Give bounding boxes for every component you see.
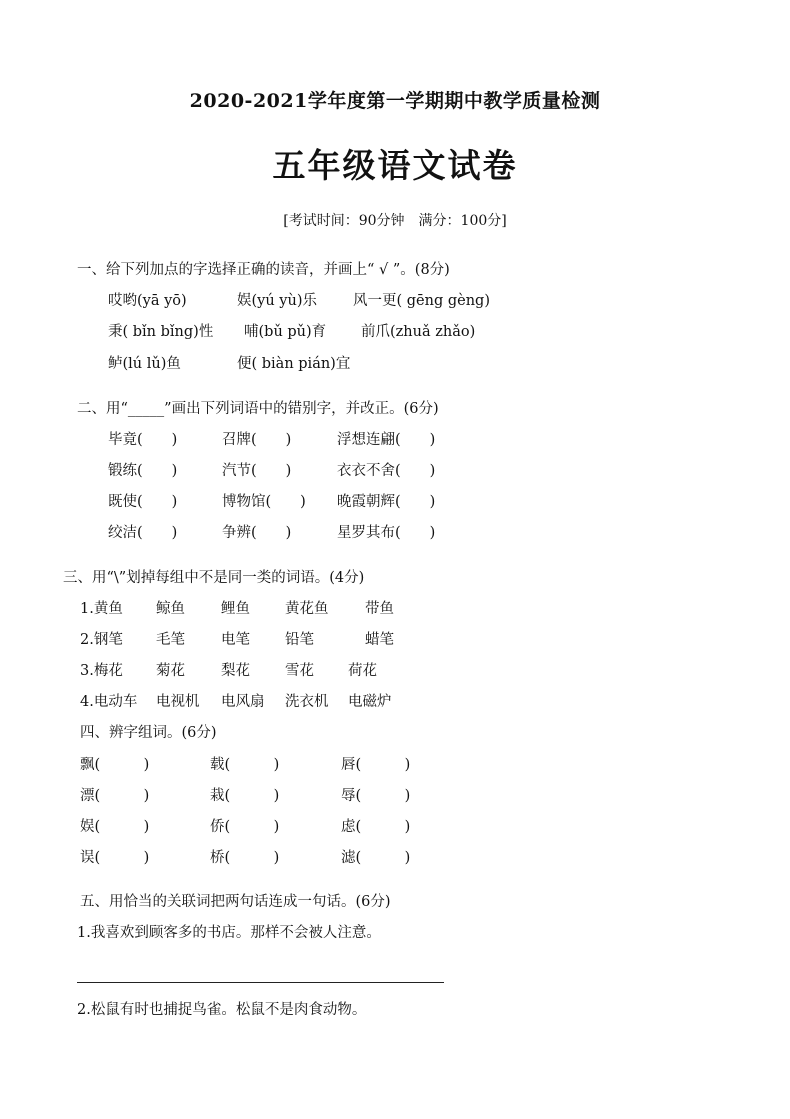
- q1-item: 娱(yú yù)乐: [237, 293, 317, 309]
- q3-word: 梨花: [221, 663, 250, 679]
- q4-item: 虑( ): [341, 819, 411, 835]
- q3-word: 1.黄鱼: [80, 601, 123, 617]
- q1-item: 鲈(lú lǔ)鱼: [108, 356, 181, 372]
- q3-word: 2.钢笔: [80, 632, 123, 648]
- answer-line[interactable]: [77, 982, 444, 983]
- q5-item: 2.松鼠有时也捕捉鸟雀。松鼠不是肉食动物。: [77, 1002, 367, 1018]
- q3-word: 菊花: [156, 663, 185, 679]
- q2-item: 星罗其布( ): [337, 525, 436, 541]
- exam-title: 五年级语文试卷: [272, 146, 518, 185]
- q3-word: 电视机: [156, 694, 200, 710]
- q4-item: 栽( ): [210, 788, 280, 804]
- q1-item: 风一更( gēng gèng): [353, 293, 490, 309]
- q3-word: 电磁炉: [348, 694, 392, 710]
- q2-item: 争辨( ): [222, 525, 292, 541]
- q1-item: 便( biàn pián)宜: [237, 356, 351, 372]
- q1-item: 哺(bǔ pǔ)育: [244, 324, 327, 340]
- q3-heading: 三、用“\”划掉每组中不是同一类的词语。(4分): [63, 570, 365, 586]
- q3-word: 4.电动车: [80, 694, 138, 710]
- q3-word: 带鱼: [365, 601, 394, 617]
- q3-word: 鲤鱼: [221, 601, 250, 617]
- q2-item: 博物馆( ): [222, 494, 306, 510]
- q3-word: 毛笔: [156, 632, 185, 648]
- q3-word: 电风扇: [221, 694, 265, 710]
- q4-item: 误( ): [80, 850, 150, 866]
- q2-item: 汽节( ): [222, 463, 292, 479]
- q1-item: 哎哟(yā yō): [108, 293, 187, 309]
- q2-item: 锻练( ): [108, 463, 178, 479]
- q4-item: 载( ): [210, 757, 280, 773]
- q2-item: 召牌( ): [222, 432, 292, 448]
- q2-item: 既使( ): [108, 494, 178, 510]
- q4-heading: 四、辨字组词。(6分): [80, 725, 217, 741]
- q4-item: 娱( ): [80, 819, 150, 835]
- q1-item: 前爪(zhuǎ zhǎo): [361, 324, 476, 340]
- q5-heading: 五、用恰当的关联词把两句话连成一句话。(6分): [80, 894, 391, 910]
- q3-word: 洗衣机: [285, 694, 329, 710]
- q4-item: 桥( ): [210, 850, 280, 866]
- q2-heading: 二、用“_____”画出下列词语中的错别字，并改正。(6分): [77, 401, 439, 417]
- q2-item: 绞洁( ): [108, 525, 178, 541]
- q3-word: 黄花鱼: [285, 601, 329, 617]
- q4-item: 滤( ): [341, 850, 411, 866]
- q4-item: 漂( ): [80, 788, 150, 804]
- exam-subtitle: 2020-2021学年度第一学期期中教学质量检测: [189, 90, 601, 112]
- q4-item: 辱( ): [341, 788, 411, 804]
- q2-item: 衣衣不舍( ): [337, 463, 436, 479]
- q2-item: 毕竟( ): [108, 432, 178, 448]
- q5-item: 1.我喜欢到顾客多的书店。那样不会被人注意。: [77, 925, 381, 941]
- q4-item: 侨( ): [210, 819, 280, 835]
- q1-heading: 一、给下列加点的字选择正确的读音，并画上“ √ ”。(8分): [77, 262, 450, 278]
- q3-word: 铅笔: [285, 632, 314, 648]
- q2-item: 浮想连翩( ): [337, 432, 436, 448]
- q4-item: 飘( ): [80, 757, 150, 773]
- q3-word: 雪花: [285, 663, 314, 679]
- q3-word: 鲸鱼: [156, 601, 185, 617]
- q3-word: 3.梅花: [80, 663, 123, 679]
- q2-item: 晚霞朝辉( ): [337, 494, 436, 510]
- q3-word: 荷花: [348, 663, 377, 679]
- q3-word: 蜡笔: [365, 632, 394, 648]
- q1-item: 秉( bǐn bǐng)性: [108, 324, 214, 340]
- q3-word: 电笔: [221, 632, 250, 648]
- exam-info: [考试时间：90分钟 满分：100分]: [283, 213, 507, 229]
- q4-item: 唇( ): [341, 757, 411, 773]
